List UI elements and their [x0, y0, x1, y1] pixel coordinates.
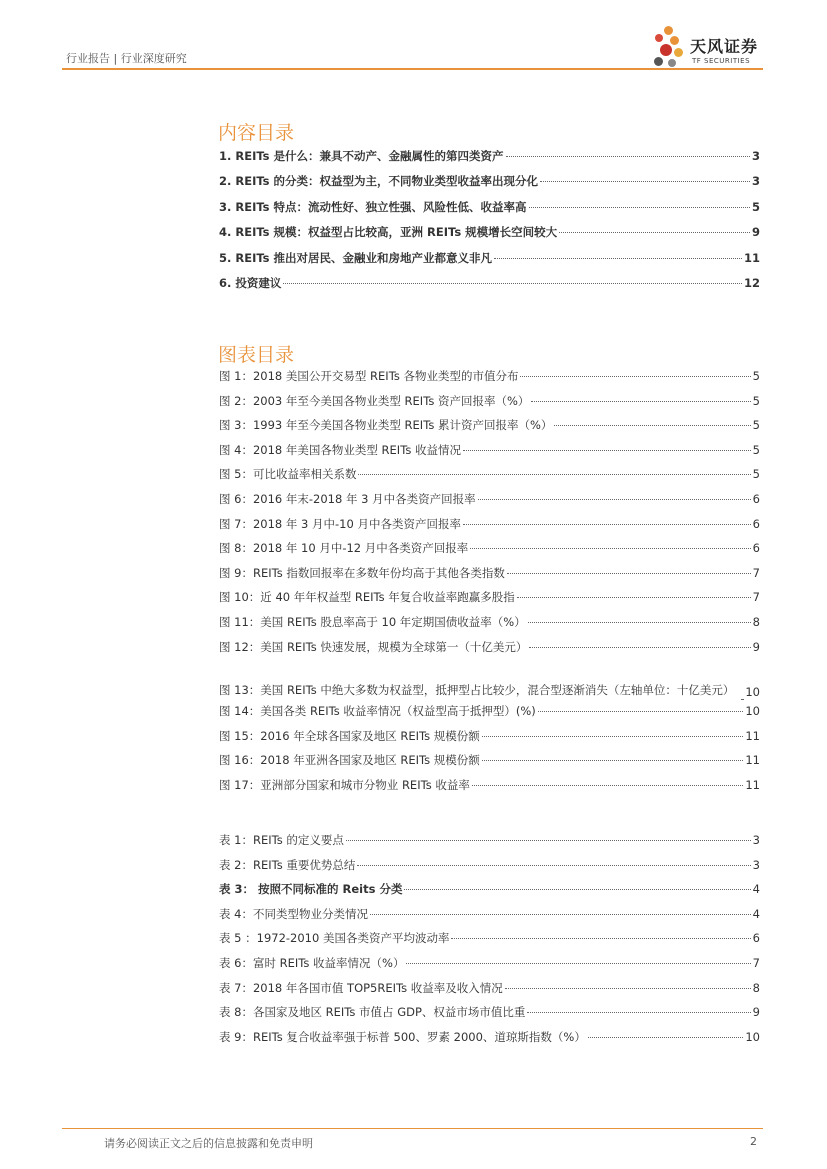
figure-entry[interactable]: 图 2：2003 年至今美国各物业类型 REITs 资产回报率（%） 5 [219, 393, 760, 408]
toc-entry[interactable]: 2. REITs 的分类：权益型为主，不同物业类型收益率出现分化 3 [219, 174, 760, 189]
figure-entry[interactable]: 图 14：美国各类 REITs 收益率情况（权益型高于抵押型）(%) 10 [219, 704, 760, 719]
figure-entry[interactable]: 图 1：2018 美国公开交易型 REITs 各物业类型的市值分布 5 [219, 369, 760, 383]
figure-entry[interactable]: 图 10：近 40 年年权益型 REITs 年复合收益率跑赢多股指 7 [219, 590, 760, 605]
table-entry[interactable]: 表 1：REITs 的定义要点 3 [219, 833, 760, 847]
toc-entry[interactable]: 3. REITs 特点：流动性好、独立性强、风险性低、收益率高 5 [219, 199, 760, 214]
logo-name: 天风证券 [690, 37, 759, 56]
contents-title: 内容目录 [218, 122, 295, 144]
toc-entry[interactable]: 5. REITs 推出对居民、金融业和房地产业都意义非凡 11 [219, 250, 760, 265]
table-entry[interactable]: 表 4：不同类型物业分类情况 4 [219, 906, 760, 921]
figure-entry[interactable]: 图 11：美国 REITs 股息率高于 10 年定期国债收益率（%） 8 [219, 614, 760, 629]
figures-list [219, 368, 760, 802]
table-entry[interactable]: 表 8：各国家及地区 REITs 市值占 GDP、权益市场市值比重 9 [219, 1005, 760, 1020]
footer-divider [62, 1128, 763, 1129]
logo-subtitle: TF SECURITIES [692, 57, 751, 65]
report-type-label: 行业报告 | 行业深度研究 [66, 52, 187, 65]
figures-title: 图表目录 [218, 344, 295, 366]
figure-entry[interactable]: 图 3：1993 年至今美国各物业类型 REITs 累计资产回报率（%） 5 [219, 418, 760, 433]
table-entry[interactable]: 表 9：REITs 复合收益率强于标普 500、罗素 2000、道琼斯指数（%） 10 [219, 1029, 760, 1044]
figure-entry[interactable]: 图 15：2016 年全球各国家及地区 REITs 规模份额 11 [219, 728, 760, 743]
header-divider [62, 68, 763, 70]
figure-entry[interactable]: 图 17：亚洲部分国家和城市分物业 REITs 收益率 11 [219, 777, 760, 792]
table-entry[interactable]: 表 3： 按照不同标准的 Reits 分类 4 [219, 882, 760, 897]
page-number: 2 [750, 1135, 757, 1148]
figure-entry[interactable]: 图 6：2016 年末-2018 年 3 月中各类资产回报率 6 [219, 491, 760, 506]
figure-entry[interactable]: 图 4：2018 年美国各物业类型 REITs 收益情况 5 [219, 442, 760, 457]
table-entry[interactable]: 表 6：富时 REITs 收益率情况（%） 7 [219, 955, 760, 970]
figure-entry[interactable]: 图 5：可比收益率相关系数 5 [219, 467, 760, 482]
logo-mark-icon [650, 24, 686, 70]
toc-entry[interactable]: 1. REITs 是什么：兼具不动产、金融属性的第四类资产 3 [219, 149, 760, 163]
figure-entry[interactable]: 图 13：美国 REITs 中绝大多数为权益型，抵押型占比较少，混合型逐渐消失（左轴单位：十亿美元） 10 [219, 683, 760, 700]
toc-entry[interactable]: 6. 投资建议 12 [219, 275, 760, 290]
figure-entry[interactable]: 图 9：REITs 指数回报率在多数年份均高于其他各类指数 7 [219, 565, 760, 580]
tables-list [219, 832, 760, 1053]
figure-entry[interactable]: 图 16：2018 年亚洲各国家及地区 REITs 规模份额 11 [219, 753, 760, 768]
table-entry[interactable]: 表 7：2018 年各国市值 TOP5REITs 收益率及收入情况 8 [219, 980, 760, 995]
table-entry[interactable]: 表 5 ：1972-2010 美国各类资产平均波动率 6 [219, 931, 760, 946]
company-logo [650, 24, 770, 70]
table-entry[interactable]: 表 2：REITs 重要优势总结 3 [219, 857, 760, 872]
footer-disclaimer: 请务必阅读正文之后的信息披露和免责申明 [104, 1137, 313, 1150]
contents-list [219, 148, 760, 300]
figure-entry[interactable]: 图 8：2018 年 10 月中-12 月中各类资产回报率 6 [219, 541, 760, 556]
figure-entry[interactable]: 图 7：2018 年 3 月中-10 月中各类资产回报率 6 [219, 516, 760, 531]
figure-entry[interactable]: 图 12：美国 REITs 快速发展，规模为全球第一（十亿美元） 9 [219, 639, 760, 654]
toc-entry[interactable]: 4. REITs 规模：权益型占比较高，亚洲 REITs 规模增长空间较大 9 [219, 225, 760, 240]
